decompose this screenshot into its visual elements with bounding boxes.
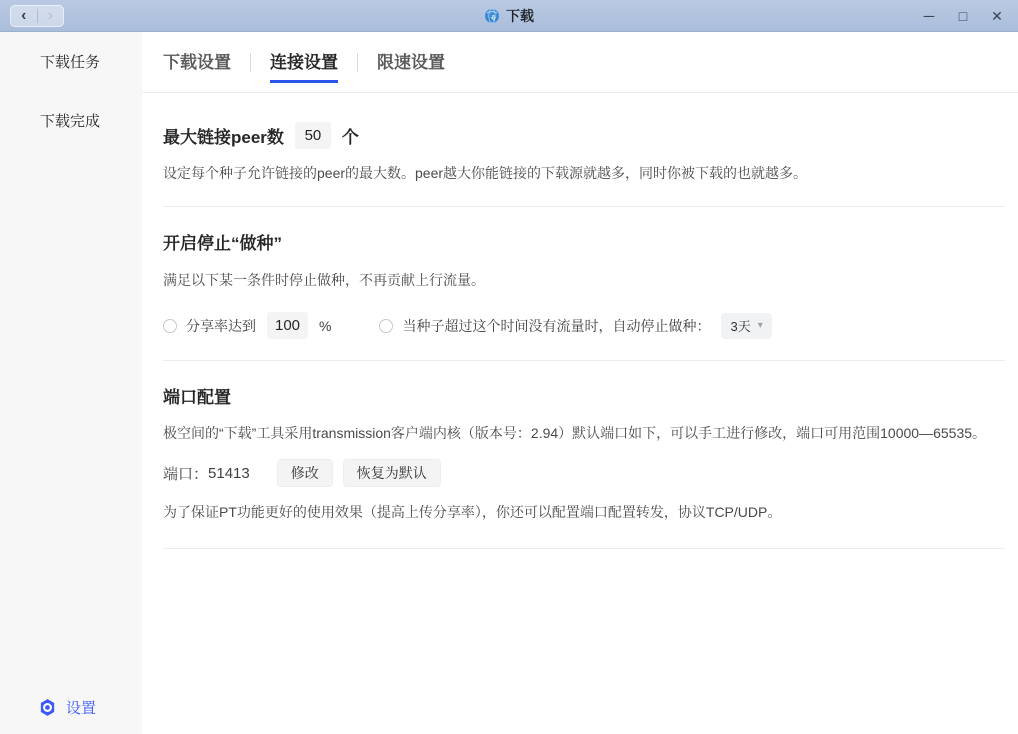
tab-connection-settings[interactable]: 连接设置 xyxy=(270,48,338,83)
port-value: 51413 xyxy=(208,464,250,482)
max-peers-title: 最大链接peer数 xyxy=(163,128,284,147)
window-title: 下载 xyxy=(506,7,534,24)
idle-time-label: 当种子超过这个时间没有流量时，自动停止做种： xyxy=(402,317,711,334)
settings-label: 设置 xyxy=(66,700,97,717)
minimize-icon[interactable]: ─ xyxy=(923,7,935,25)
share-ratio-label: 分享率达到 xyxy=(186,317,256,334)
app-globe-download-icon xyxy=(484,8,500,24)
port-config-note: 为了保证PT功能更好的使用效果（提高上传分享率），你还可以配置端口配置转发，协议TCP/UDP。 xyxy=(163,504,782,520)
window-controls xyxy=(922,0,1004,32)
main-panel xyxy=(142,32,1018,734)
sidebar-item-download-tasks[interactable] xyxy=(0,32,142,91)
share-ratio-unit: % xyxy=(319,317,332,334)
restore-default-button[interactable]: 恢复为默认 xyxy=(343,459,441,487)
modify-port-button[interactable]: 修改 xyxy=(277,459,333,487)
stop-seeding-options xyxy=(163,312,1005,339)
sidebar-item-label: 下载完成 xyxy=(40,113,101,130)
section-stop-seeding xyxy=(163,207,1005,361)
sidebar-item-download-complete[interactable] xyxy=(0,91,142,150)
tab-bar xyxy=(142,32,1018,93)
idle-time-radio[interactable] xyxy=(379,319,393,333)
port-label: 端口： xyxy=(163,465,209,483)
sidebar xyxy=(0,32,142,734)
maximize-icon[interactable]: □ xyxy=(958,8,968,24)
share-ratio-input[interactable]: 100 xyxy=(267,312,308,339)
app-body xyxy=(0,32,1018,734)
port-config-description: 极空间的“下载”工具采用transmission客户端内核（版本号：2.94）默认端口如下，可以手工进行修改，端口可用范围10000—65535。 xyxy=(163,425,987,441)
section-port-config xyxy=(163,361,1005,549)
idle-time-value: 3天 xyxy=(730,319,751,334)
tab-download-settings[interactable]: 下载设置 xyxy=(163,53,231,72)
sidebar-settings-button[interactable] xyxy=(38,697,96,718)
settings-content xyxy=(142,93,1018,734)
forward-icon[interactable]: › xyxy=(47,7,53,24)
chevron-down-icon: ▾ xyxy=(757,320,763,331)
sidebar-item-label: 下载任务 xyxy=(40,54,101,71)
port-config-title: 端口配置 xyxy=(163,388,231,407)
nav-button-group xyxy=(10,5,64,27)
share-ratio-radio[interactable] xyxy=(163,319,177,333)
tab-separator xyxy=(250,53,251,72)
title-bar xyxy=(0,0,1018,32)
window-title-group xyxy=(484,6,534,26)
max-peers-unit: 个 xyxy=(341,128,359,147)
tab-separator xyxy=(357,53,358,72)
max-peers-input[interactable]: 50 xyxy=(295,122,331,149)
idle-time-dropdown[interactable] xyxy=(721,313,771,339)
settings-hexagon-icon xyxy=(38,698,57,717)
section-max-peers xyxy=(163,93,1005,207)
back-icon[interactable]: ‹ xyxy=(21,7,27,24)
close-icon[interactable]: ✕ xyxy=(991,8,1003,24)
max-peers-description: 设定每个种子允许链接的peer的最大数。peer越大你能链接的下载源就越多，同时你被下载的也就越多。 xyxy=(163,165,808,181)
stop-seeding-title: 开启停止“做种” xyxy=(163,234,282,253)
port-row xyxy=(163,459,1005,487)
stop-seeding-description: 满足以下某一条件时停止做种，不再贡献上行流量。 xyxy=(163,272,485,288)
tab-speed-limit-settings[interactable]: 限速设置 xyxy=(377,53,445,72)
